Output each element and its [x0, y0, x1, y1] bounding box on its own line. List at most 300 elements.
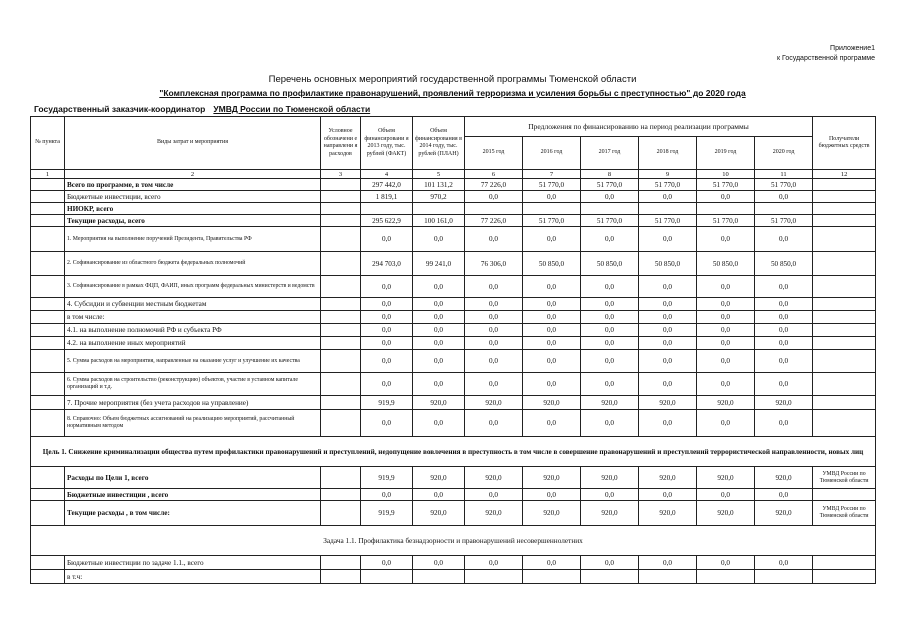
value-2013: 0,0: [361, 373, 413, 396]
value-year: 0,0: [465, 227, 523, 252]
value-year: 51 770,0: [639, 215, 697, 227]
value-year: 0,0: [523, 324, 581, 337]
row-name: Бюджетные инвестиции по задаче 1.1., всего: [65, 556, 321, 570]
row-name: 3. Софинансирование в рамках ФЦП, ФАИП, иных программ федеральных министерств и ведомств: [65, 276, 321, 298]
row-number: [31, 203, 65, 215]
recipient: [813, 373, 876, 396]
value-year: 0,0: [755, 373, 813, 396]
value-year: 0,0: [523, 350, 581, 373]
value-2013: 0,0: [361, 298, 413, 311]
value-year: 0,0: [755, 410, 813, 437]
row-name: 5. Сумма расходов на мероприятия, направленные на оказание услуг и улучшение их качества: [65, 350, 321, 373]
value-year: [581, 570, 639, 584]
row-name: в том числе:: [65, 311, 321, 324]
row-code: [321, 276, 361, 298]
row-name: 2. Софинансирование из областного бюджета федеральных полномочий: [65, 252, 321, 276]
header-year: 2019 год: [697, 137, 755, 170]
value-year: 0,0: [639, 556, 697, 570]
value-year: 0,0: [639, 191, 697, 203]
recipient: [813, 179, 876, 191]
value-2014: 920,0: [413, 501, 465, 526]
recipient: [813, 556, 876, 570]
value-year: 0,0: [581, 337, 639, 350]
value-year: 51 770,0: [581, 215, 639, 227]
value-year: 0,0: [581, 311, 639, 324]
value-year: 0,0: [581, 350, 639, 373]
row-number: [31, 350, 65, 373]
row-name: Текущие расходы, всего: [65, 215, 321, 227]
page-title: Перечень основных мероприятий государственной программы Тюменской области: [268, 74, 637, 85]
value-year: 51 770,0: [755, 215, 813, 227]
value-2013: 919,9: [361, 396, 413, 410]
value-year: 920,0: [523, 501, 581, 526]
row-name: 4. Субсидии и субвенции местным бюджетам: [65, 298, 321, 311]
row-number: [31, 373, 65, 396]
value-year: 0,0: [465, 373, 523, 396]
value-2014: 920,0: [413, 396, 465, 410]
value-2014: 0,0: [413, 227, 465, 252]
row-code: [321, 298, 361, 311]
value-year: 920,0: [465, 396, 523, 410]
table-row: [31, 396, 876, 410]
row-code: [321, 489, 361, 501]
column-number: 5: [413, 170, 465, 179]
value-2014: 0,0: [413, 373, 465, 396]
value-year: 0,0: [523, 556, 581, 570]
row-code: [321, 311, 361, 324]
row-number: [31, 215, 65, 227]
recipient: [813, 227, 876, 252]
value-2014: 0,0: [413, 276, 465, 298]
value-2013: 1 819,1: [361, 191, 413, 203]
recipient: [813, 191, 876, 203]
value-2014: 0,0: [413, 337, 465, 350]
value-year: 50 850,0: [755, 252, 813, 276]
value-year: 50 850,0: [523, 252, 581, 276]
value-year: 77 226,0: [465, 179, 523, 191]
value-year: 0,0: [465, 410, 523, 437]
value-2014: [413, 203, 465, 215]
column-number: 12: [813, 170, 876, 179]
value-year: 0,0: [581, 324, 639, 337]
value-year: 920,0: [755, 467, 813, 489]
row-number: [31, 570, 65, 584]
value-year: 0,0: [639, 410, 697, 437]
value-year: 0,0: [697, 298, 755, 311]
value-year: 0,0: [755, 489, 813, 501]
value-year: 0,0: [581, 556, 639, 570]
row-name: 8. Справочно: Объем бюджетных ассигнований на реализацию мероприятий, рассчитанный нормативным методом: [65, 410, 321, 437]
value-year: 920,0: [755, 501, 813, 526]
task-row: [31, 526, 876, 556]
value-year: 0,0: [755, 227, 813, 252]
value-year: 0,0: [465, 489, 523, 501]
value-year: [697, 203, 755, 215]
value-year: 0,0: [465, 324, 523, 337]
value-year: 0,0: [755, 556, 813, 570]
value-2013: 294 703,0: [361, 252, 413, 276]
value-year: 0,0: [639, 227, 697, 252]
column-number: 4: [361, 170, 413, 179]
value-year: 920,0: [639, 501, 697, 526]
value-2013: 0,0: [361, 324, 413, 337]
value-year: 920,0: [639, 396, 697, 410]
value-year: 0,0: [755, 350, 813, 373]
column-number: 11: [755, 170, 813, 179]
row-code: [321, 337, 361, 350]
row-name: Расходы по Цели 1, всего: [65, 467, 321, 489]
row-code: [321, 501, 361, 526]
value-year: 0,0: [639, 276, 697, 298]
row-code: [321, 179, 361, 191]
row-number: [31, 467, 65, 489]
appendix-line-2: к Государственной программе: [776, 55, 875, 62]
value-year: 0,0: [581, 227, 639, 252]
header-year: 2016 год: [523, 137, 581, 170]
value-year: 50 850,0: [639, 252, 697, 276]
value-year: 0,0: [465, 311, 523, 324]
measures-table: [30, 116, 876, 584]
value-year: 51 770,0: [581, 179, 639, 191]
row-name: 6. Сумма расходов на строительство (реконструкцию) объектов, участие в уставном капитале организаций и т.д.: [65, 373, 321, 396]
value-2014: [413, 570, 465, 584]
value-year: [755, 203, 813, 215]
value-year: 0,0: [755, 276, 813, 298]
value-2013: 919,9: [361, 501, 413, 526]
row-number: [31, 396, 65, 410]
value-year: [523, 203, 581, 215]
header-recipients: Получатели бюджетных средств: [813, 117, 876, 170]
recipient: [813, 252, 876, 276]
column-number: 1: [31, 170, 65, 179]
header-num: № пункта: [31, 117, 65, 170]
value-year: 920,0: [581, 501, 639, 526]
value-year: 0,0: [697, 311, 755, 324]
column-number: 8: [581, 170, 639, 179]
value-year: 0,0: [581, 373, 639, 396]
row-name: Бюджетные инвестиции, всего: [65, 191, 321, 203]
value-2013: [361, 570, 413, 584]
header-cond: Условное обозначени е направлени я расходов: [321, 117, 361, 170]
table-row: [31, 373, 876, 396]
table-row: [31, 276, 876, 298]
row-code: [321, 556, 361, 570]
row-name: 7. Прочие мероприятия (без учета расходов на управление): [65, 396, 321, 410]
value-year: [639, 570, 697, 584]
recipient: [813, 324, 876, 337]
value-year: 920,0: [697, 467, 755, 489]
value-year: 50 850,0: [581, 252, 639, 276]
value-year: 0,0: [639, 324, 697, 337]
value-year: 0,0: [581, 191, 639, 203]
table-row: [31, 501, 876, 526]
recipient: [813, 311, 876, 324]
value-year: [465, 203, 523, 215]
value-year: 920,0: [523, 467, 581, 489]
value-year: [697, 570, 755, 584]
column-number: 9: [639, 170, 697, 179]
recipient: [813, 570, 876, 584]
value-year: 0,0: [581, 489, 639, 501]
column-number: 6: [465, 170, 523, 179]
value-year: 0,0: [523, 373, 581, 396]
value-year: 0,0: [639, 489, 697, 501]
value-2014: 0,0: [413, 350, 465, 373]
row-number: [31, 489, 65, 501]
row-number: [31, 337, 65, 350]
column-number: 3: [321, 170, 361, 179]
recipient: [813, 396, 876, 410]
table-row: [31, 203, 876, 215]
customer-value: УМВД России по Тюменской области: [213, 104, 371, 114]
row-name: в т.ч:: [65, 570, 321, 584]
row-code: [321, 324, 361, 337]
row-code: [321, 215, 361, 227]
value-year: 0,0: [755, 324, 813, 337]
column-number: 2: [65, 170, 321, 179]
value-year: 0,0: [523, 311, 581, 324]
value-year: 51 770,0: [697, 215, 755, 227]
row-code: [321, 191, 361, 203]
appendix-note: [777, 44, 875, 64]
table-row: [31, 570, 876, 584]
header-vol-2013: Объем финансировани я 2013 году, тыс. рублей (ФАКТ): [361, 117, 413, 170]
value-year: 920,0: [465, 501, 523, 526]
header-proposals: Предложения по финансированию на период реализации программы: [465, 117, 813, 137]
value-year: [465, 570, 523, 584]
value-year: 0,0: [581, 410, 639, 437]
value-year: 920,0: [581, 467, 639, 489]
row-name: 4.2. на выполнение иных мероприятий: [65, 337, 321, 350]
row-name: Текущие расходы , в том числе:: [65, 501, 321, 526]
value-year: 0,0: [697, 191, 755, 203]
value-year: [755, 570, 813, 584]
value-year: 0,0: [697, 556, 755, 570]
value-year: 0,0: [639, 337, 697, 350]
value-2013: [361, 203, 413, 215]
value-year: 0,0: [465, 191, 523, 203]
table-row: [31, 298, 876, 311]
value-year: [581, 203, 639, 215]
row-number: [31, 227, 65, 252]
table-row: [31, 191, 876, 203]
task-text: Задача 1.1. Профилактика безнадзорности и правонарушений несовершеннолетних: [31, 526, 876, 556]
value-2013: 919,9: [361, 467, 413, 489]
value-year: 0,0: [639, 373, 697, 396]
recipient: [813, 203, 876, 215]
appendix-line-1: Приложение1: [830, 45, 875, 52]
value-year: 0,0: [581, 298, 639, 311]
value-2013: 0,0: [361, 556, 413, 570]
value-2014: 0,0: [413, 298, 465, 311]
row-number: [31, 501, 65, 526]
row-code: [321, 203, 361, 215]
value-year: 920,0: [523, 396, 581, 410]
recipient: [813, 215, 876, 227]
value-year: 0,0: [697, 324, 755, 337]
row-number: [31, 410, 65, 437]
goal-row: [31, 437, 876, 467]
value-2013: 0,0: [361, 311, 413, 324]
row-code: [321, 410, 361, 437]
recipient: [813, 489, 876, 501]
header-vol-2014: Объем финансирования в 2014 году, тыс. рублей (ПЛАН): [413, 117, 465, 170]
value-2014: 0,0: [413, 556, 465, 570]
value-year: [523, 570, 581, 584]
value-2013: 0,0: [361, 489, 413, 501]
value-year: 0,0: [465, 337, 523, 350]
table-row: [31, 311, 876, 324]
value-year: 50 850,0: [697, 252, 755, 276]
value-2013: 0,0: [361, 337, 413, 350]
value-year: 0,0: [523, 298, 581, 311]
value-year: 0,0: [755, 337, 813, 350]
header-types: Виды затрат и мероприятия: [65, 117, 321, 170]
value-year: 0,0: [639, 311, 697, 324]
recipient: [813, 410, 876, 437]
value-year: 0,0: [581, 276, 639, 298]
value-year: 0,0: [465, 298, 523, 311]
row-code: [321, 396, 361, 410]
value-year: 0,0: [523, 337, 581, 350]
value-year: 51 770,0: [639, 179, 697, 191]
value-2013: 295 622,9: [361, 215, 413, 227]
value-2013: 0,0: [361, 227, 413, 252]
table-row: [31, 489, 876, 501]
value-year: [639, 203, 697, 215]
value-year: 0,0: [523, 191, 581, 203]
value-year: 76 306,0: [465, 252, 523, 276]
value-year: 920,0: [697, 501, 755, 526]
row-number: [31, 298, 65, 311]
value-year: 0,0: [523, 410, 581, 437]
goal-text: Цель 1. Снижение криминализации общества путем профилактики правонарушений и преступлений, недопущение вовлечения в преступность в том числе в совершение правонарушений и преступлений террористической направленности, новых лиц: [31, 437, 876, 467]
value-year: 0,0: [697, 227, 755, 252]
row-name: Бюджетные инвестиции , всего: [65, 489, 321, 501]
value-year: 0,0: [523, 227, 581, 252]
row-number: [31, 191, 65, 203]
table-row: [31, 227, 876, 252]
row-name: НИОКР, всего: [65, 203, 321, 215]
header-year: 2020 год: [755, 137, 813, 170]
value-year: 920,0: [581, 396, 639, 410]
value-2013: 0,0: [361, 350, 413, 373]
value-year: 0,0: [755, 191, 813, 203]
value-year: 920,0: [465, 467, 523, 489]
value-2014: 0,0: [413, 489, 465, 501]
recipient: [813, 276, 876, 298]
table-row: [31, 350, 876, 373]
program-subtitle-text: "Комплексная программа по профилактике правонарушений, проявлений терроризма и усиления борьбы с преступностью" до 2020 года: [159, 88, 746, 98]
value-2013: 0,0: [361, 410, 413, 437]
value-year: 0,0: [697, 373, 755, 396]
value-year: 0,0: [755, 298, 813, 311]
row-code: [321, 227, 361, 252]
table-row: [31, 556, 876, 570]
program-subtitle: [0, 88, 905, 98]
row-name: 1. Мероприятия на выполнение поручений Президента, Правительства РФ: [65, 227, 321, 252]
customer-label: Государственный заказчик-координатор: [34, 104, 206, 114]
value-year: 77 226,0: [465, 215, 523, 227]
row-number: [31, 311, 65, 324]
row-code: [321, 350, 361, 373]
value-2014: 970,2: [413, 191, 465, 203]
value-year: 920,0: [697, 396, 755, 410]
row-number: [31, 179, 65, 191]
recipient: [813, 298, 876, 311]
row-number: [31, 252, 65, 276]
value-year: 920,0: [639, 467, 697, 489]
value-year: 0,0: [465, 556, 523, 570]
value-year: 920,0: [755, 396, 813, 410]
recipient: УМВД России по Тюменской области: [813, 501, 876, 526]
column-numbers-row: [31, 170, 876, 179]
value-year: 0,0: [697, 489, 755, 501]
row-number: [31, 276, 65, 298]
table-row: [31, 215, 876, 227]
value-year: 0,0: [697, 276, 755, 298]
table-row: [31, 179, 876, 191]
column-number: 7: [523, 170, 581, 179]
value-year: 0,0: [465, 276, 523, 298]
header-year: 2017 год: [581, 137, 639, 170]
header-row: [31, 117, 876, 137]
value-year: 0,0: [639, 298, 697, 311]
table-row: [31, 252, 876, 276]
state-customer: [34, 104, 370, 114]
value-2014: 0,0: [413, 311, 465, 324]
row-code: [321, 467, 361, 489]
table-row: [31, 337, 876, 350]
table-row: [31, 410, 876, 437]
row-number: [31, 556, 65, 570]
row-code: [321, 252, 361, 276]
row-name: Всего по программе, в том числе: [65, 179, 321, 191]
row-name: 4.1. на выполнение полномочий РФ и субъекта РФ: [65, 324, 321, 337]
recipient: УМВД России по Тюменской области: [813, 467, 876, 489]
value-2014: 0,0: [413, 324, 465, 337]
value-year: 0,0: [697, 350, 755, 373]
value-2014: 99 241,0: [413, 252, 465, 276]
value-2013: 0,0: [361, 276, 413, 298]
table-row: [31, 324, 876, 337]
value-year: 0,0: [697, 410, 755, 437]
recipient: [813, 337, 876, 350]
column-number: 10: [697, 170, 755, 179]
value-2014: 920,0: [413, 467, 465, 489]
value-year: 51 770,0: [697, 179, 755, 191]
value-year: 0,0: [755, 311, 813, 324]
value-year: 51 770,0: [523, 179, 581, 191]
value-2014: 0,0: [413, 410, 465, 437]
value-year: 0,0: [523, 276, 581, 298]
value-year: 0,0: [523, 489, 581, 501]
value-year: 0,0: [465, 350, 523, 373]
row-code: [321, 570, 361, 584]
value-2013: 297 442,0: [361, 179, 413, 191]
recipient: [813, 350, 876, 373]
row-code: [321, 373, 361, 396]
header-year: 2018 год: [639, 137, 697, 170]
table-row: [31, 467, 876, 489]
value-year: 51 770,0: [523, 215, 581, 227]
row-number: [31, 324, 65, 337]
header-year: 2015 год: [465, 137, 523, 170]
value-year: 0,0: [639, 350, 697, 373]
value-year: 51 770,0: [755, 179, 813, 191]
value-year: 0,0: [697, 337, 755, 350]
value-2014: 101 131,2: [413, 179, 465, 191]
